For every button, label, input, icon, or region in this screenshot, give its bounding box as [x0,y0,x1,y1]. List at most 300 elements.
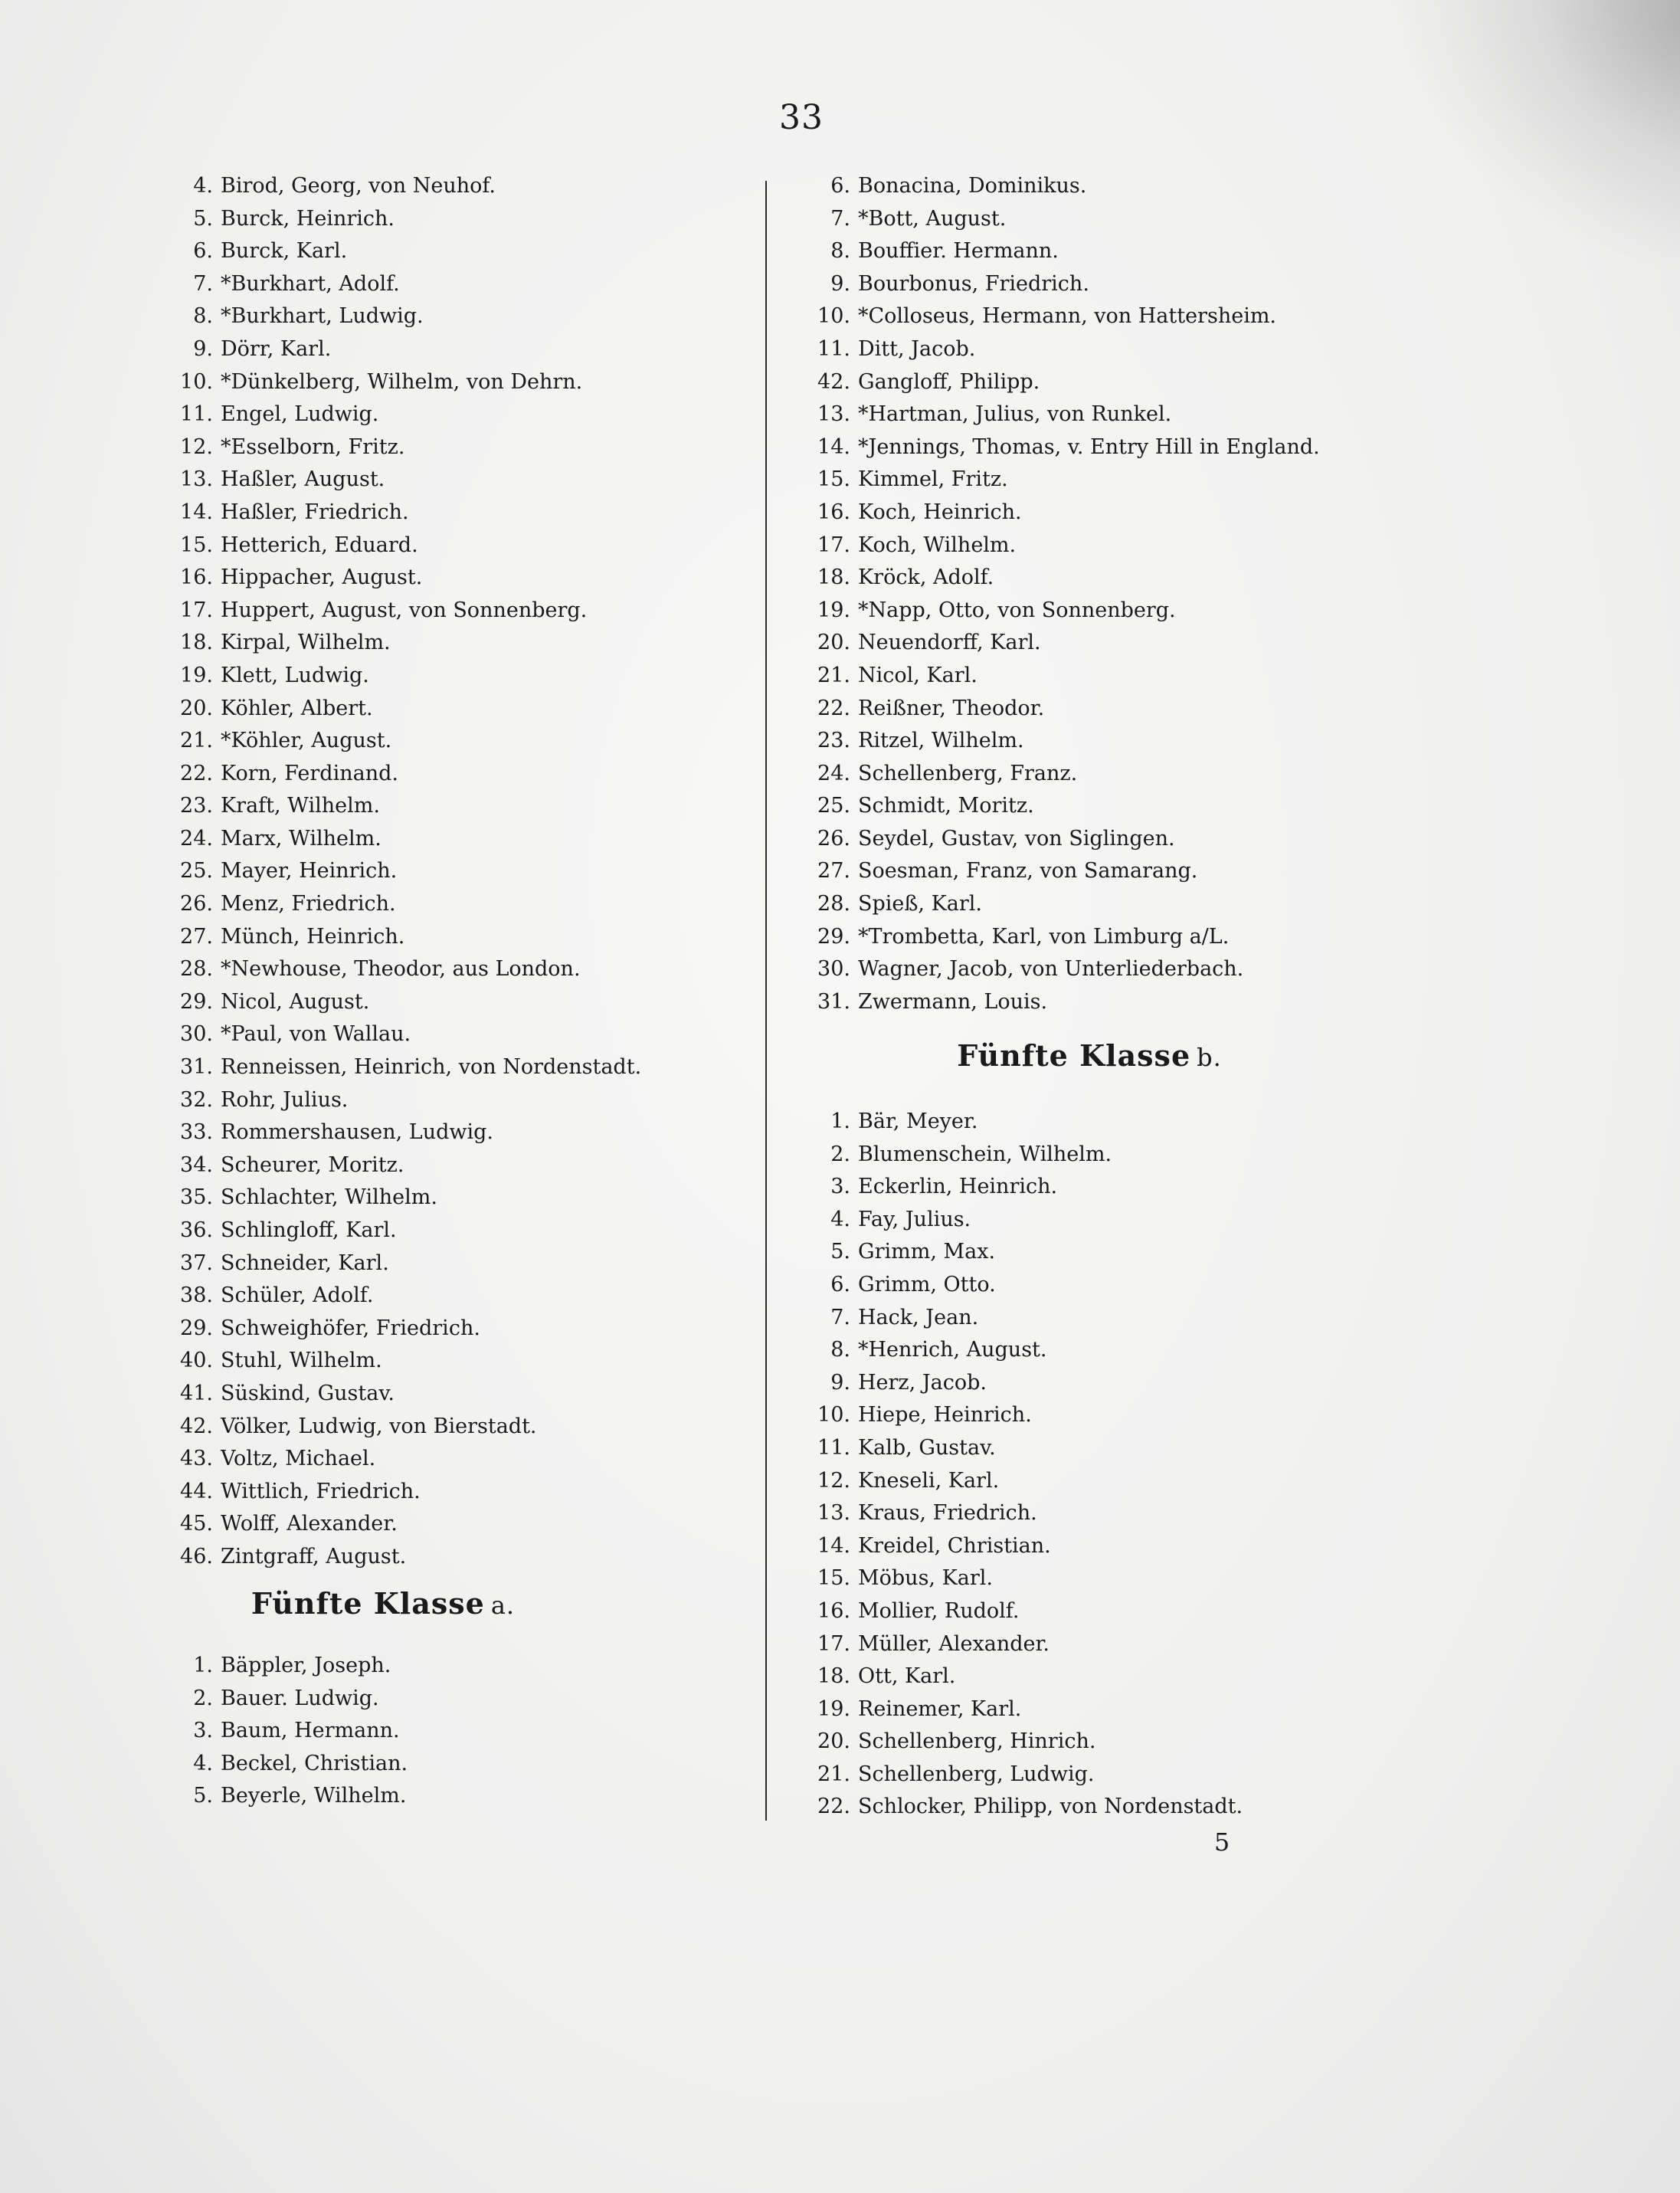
list-item-number: 30. [817,957,850,982]
list-item-number: 18. [817,565,850,590]
list-item-name: Dörr, Karl. [221,336,332,361]
list-item [783,235,1549,268]
list-item [146,823,751,856]
list-item-name: Süskind, Gustav. [221,1381,395,1405]
list-item-number: 26. [817,826,850,851]
list-item [783,562,1549,595]
list-item-name: *Burkhart, Adolf. [221,271,400,296]
list-item-name: Herz, Jacob. [858,1370,987,1395]
list-item-name: Schlachter, Wilhelm. [221,1185,437,1210]
list-item-number: 43. [180,1447,213,1471]
list-item [783,1399,1549,1432]
list-item-name: Bouffier. Hermann. [858,239,1059,264]
list-item [146,431,751,464]
list-item [783,1334,1549,1367]
list-item-name: Seydel, Gustav, von Siglingen. [858,826,1175,851]
list-item [146,1215,751,1247]
signature-mark: 5 [1213,1828,1230,1857]
list-item-number: 11. [817,336,850,361]
list-item-name: Voltz, Michael. [221,1447,376,1471]
list-item [783,1204,1549,1237]
list-item [146,1508,751,1541]
list-item [783,1660,1549,1693]
list-item-number: 4. [193,174,213,198]
list-item-number: 26. [180,892,213,916]
section-heading-5b-title: Fünfte Klasse [957,1038,1191,1073]
section-heading-5a-title: Fünfte Klasse [251,1586,485,1621]
list-item [146,953,751,986]
list-item-name: Schlocker, Philipp, von Nordenstadt. [858,1795,1243,1819]
list-item-number: 27. [817,859,850,883]
list-item [783,431,1549,464]
list-item [783,953,1549,986]
list-item-number: 14. [817,434,850,459]
list-item [146,888,751,921]
list-item-number: 10. [817,304,850,329]
list-item-name: *Bott, August. [858,206,1007,231]
list-item-number: 42. [180,1414,213,1438]
list-item-name: *Esselborn, Fritz. [221,434,405,459]
list-item-name: *Trombetta, Karl, von Limburg a/L. [858,924,1230,949]
list-item-number: 14. [817,1533,850,1558]
list-item-name: Kimmel, Fritz. [858,467,1008,492]
list-item-number: 7. [830,1305,850,1329]
list-item-name: Burck, Heinrich. [221,206,395,231]
list-item [783,595,1549,628]
list-item-number: 34. [180,1152,213,1177]
list-item-name: Grimm, Max. [858,1240,996,1264]
list-item-name: Ritzel, Wilhelm. [858,729,1024,753]
list-item-number: 15. [817,1566,850,1591]
list-item-name: Spieß, Karl. [858,892,982,916]
list-item-number: 9. [830,271,850,296]
list-item [146,1280,751,1313]
list-item-name: Rohr, Julius. [221,1087,349,1112]
list-item-name: *Napp, Otto, von Sonnenberg. [858,598,1176,622]
list-item-name: *Henrich, August. [858,1338,1047,1362]
list-item-number: 18. [180,631,213,655]
list-item [146,1541,751,1574]
list-item [783,1302,1549,1335]
list-item-name: Hetterich, Eduard. [221,533,418,557]
list-item-name: Ditt, Jacob. [858,336,976,361]
list-item-number: 8. [193,304,213,329]
list-item-name: Schmidt, Moritz. [858,794,1034,818]
list-item [783,1269,1549,1302]
list-item [783,1530,1549,1563]
list-item-number: 5. [830,1240,850,1264]
list-item-name: Schüler, Adolf. [221,1283,374,1308]
list-item [783,1693,1549,1726]
list-item-name: Bär, Meyer. [858,1110,978,1133]
list-item-number: 25. [817,794,850,818]
list-item [783,1236,1549,1269]
list-item-number: 24. [180,826,213,851]
list-item [146,627,751,660]
list-item [146,333,751,366]
list-item-number: 8. [830,1338,850,1362]
list-item-number: 3. [193,1719,213,1743]
list-item-name: Huppert, August, von Sonnenberg. [221,598,588,622]
list-item-number: 20. [180,696,213,720]
list-item-number: 35. [180,1185,213,1210]
list-item [146,203,751,236]
list-item-name: *Hartman, Julius, von Runkel. [858,402,1172,427]
list-item-name: Neuendorff, Karl. [858,631,1041,655]
list-item-name: Beyerle, Wilhelm. [221,1784,407,1808]
list-item-name: Schellenberg, Ludwig. [858,1762,1095,1786]
list-item [783,1497,1549,1530]
list-item-name: Kalb, Gustav. [858,1435,996,1460]
list-item-number: 46. [180,1544,213,1569]
list-item-number: 5. [193,206,213,231]
list-item-name: Blumenschein, Wilhelm. [858,1142,1112,1166]
list-item-name: Scheurer, Moritz. [221,1152,404,1177]
list-item-number: 23. [817,729,850,753]
list-item-number: 44. [180,1479,213,1503]
list-item [783,1628,1549,1661]
list-item-number: 6. [830,1272,850,1296]
list-item-name: Mollier, Rudolf. [858,1598,1020,1623]
list-item-number: 22. [817,1795,850,1819]
list-item-name: Kröck, Adolf. [858,565,994,590]
list-item-number: 23. [180,794,213,818]
list-item-name: Reißner, Theodor. [858,696,1045,720]
list-item-name: Möbus, Karl. [858,1566,993,1591]
list-item [783,464,1549,497]
list-item-name: Grimm, Otto. [858,1272,996,1296]
section-heading-5a [146,1586,621,1621]
list-item [783,790,1549,823]
list-item [146,1443,751,1476]
list-item [783,170,1549,203]
list-item [783,1595,1549,1628]
list-item-name: Stuhl, Wilhelm. [221,1349,382,1373]
list-item-number: 28. [817,892,850,916]
list-item-number: 7. [193,271,213,296]
list-item [783,333,1549,366]
list-item-name: *Burkhart, Ludwig. [221,304,424,329]
list-item-name: Baum, Hermann. [221,1719,400,1743]
list-item-number: 38. [180,1283,213,1308]
list-item [146,562,751,595]
list-item-number: 40. [180,1349,213,1373]
list-item-name: Marx, Wilhelm. [221,826,382,851]
list-item-number: 2. [193,1686,213,1710]
list-item-number: 4. [193,1751,213,1775]
list-item [783,1367,1549,1400]
list-item-name: Köhler, Albert. [221,696,373,720]
list-item-name: Koch, Heinrich. [858,500,1022,524]
list-item-number: 29. [180,989,213,1014]
list-item [783,398,1549,431]
list-item [783,823,1549,856]
list-item-number: 20. [817,1729,850,1754]
list-item [146,1683,751,1716]
list-item [146,1313,751,1346]
right-column-list [783,170,1549,1018]
section-heading-5a-suffix: a. [490,1591,516,1620]
list-item-number: 6. [830,174,850,198]
list-item-number: 17. [180,598,213,622]
list-item-number: 13. [817,402,850,427]
list-item [783,855,1549,888]
list-item-name: Engel, Ludwig. [221,402,379,427]
list-item [146,366,751,399]
list-item [146,725,751,758]
list-item [783,203,1549,236]
list-item-number: 19. [180,663,213,687]
section-5a-list [146,1650,751,1813]
list-item [146,1411,751,1444]
list-item-name: Hiepe, Heinrich. [858,1403,1032,1428]
list-item-name: Bonacina, Dominikus. [858,174,1087,198]
list-item-number: 18. [817,1664,850,1689]
list-item [146,1748,751,1781]
list-item [146,855,751,888]
list-item-name: Schneider, Karl. [221,1251,389,1275]
list-item-number: 42. [817,369,850,394]
list-item [146,398,751,431]
list-item-number: 16. [180,565,213,590]
page-number: 33 [779,98,824,137]
list-item [146,595,751,628]
list-item [146,660,751,693]
list-item-name: Soesman, Franz, von Samarang. [858,859,1198,883]
list-item-name: Schweighöfer, Friedrich. [221,1316,480,1340]
list-item-name: Haßler, August. [221,467,385,492]
list-item-name: Ott, Karl. [858,1664,956,1689]
list-item-number: 41. [180,1381,213,1405]
list-item-name: Fay, Julius. [858,1207,971,1231]
list-item-number: 16. [817,1598,850,1623]
list-item-number: 17. [817,1631,850,1656]
list-item [783,921,1549,954]
list-item [146,300,751,333]
list-item [146,1182,751,1215]
list-item-number: 13. [817,1501,850,1526]
list-item-number: 22. [817,696,850,720]
list-item [783,529,1549,562]
list-item [783,693,1549,726]
list-item [783,268,1549,301]
section-5b-list [783,1106,1549,1824]
list-item [783,627,1549,660]
list-item-name: Haßler, Friedrich. [221,500,409,524]
list-item-name: Müller, Alexander. [858,1631,1050,1656]
list-item [783,660,1549,693]
list-item [146,1149,751,1182]
list-item [146,1116,751,1149]
list-item-name: Rommershausen, Ludwig. [221,1120,494,1145]
list-item-number: 37. [180,1251,213,1275]
list-item [146,1084,751,1117]
list-item-number: 17. [817,533,850,557]
list-item-number: 22. [180,761,213,785]
list-item-name: *Dünkelberg, Wilhelm, von Dehrn. [221,369,583,394]
list-item-number: 1. [830,1110,850,1133]
list-item [146,529,751,562]
list-item-name: Bauer. Ludwig. [221,1686,379,1710]
list-item-number: 31. [180,1055,213,1080]
list-item [783,725,1549,758]
column-divider [765,181,767,1821]
list-item-name: Korn, Ferdinand. [221,761,398,785]
list-item [146,693,751,726]
list-item-number: 9. [830,1370,850,1395]
list-item-name: Birod, Georg, von Neuhof. [221,174,496,198]
list-item [146,1345,751,1378]
list-item-number: 21. [180,729,213,753]
list-item-name: Reinemer, Karl. [858,1696,1022,1721]
list-item-name: Nicol, August. [221,989,370,1014]
list-item-number: 2. [830,1142,850,1166]
list-item-number: 16. [817,500,850,524]
list-item-number: 12. [180,434,213,459]
list-item [146,1051,751,1084]
list-item-name: Koch, Wilhelm. [858,533,1017,557]
list-item-number: 1. [193,1654,213,1677]
list-item [146,921,751,954]
list-item-name: Kraft, Wilhelm. [221,794,380,818]
list-item-number: 3. [830,1175,850,1199]
list-item-number: 9. [193,336,213,361]
list-item [146,1378,751,1411]
list-item-number: 45. [180,1512,213,1536]
list-item [783,888,1549,921]
list-item-name: *Paul, von Wallau. [221,1022,411,1047]
list-item-name: Münch, Heinrich. [221,924,405,949]
list-item-number: 33. [180,1120,213,1145]
list-item-name: Schellenberg, Hinrich. [858,1729,1096,1754]
list-item [783,986,1549,1019]
section-heading-5b-suffix: b. [1197,1043,1222,1072]
left-column-list [146,170,751,1574]
list-item-number: 21. [817,663,850,687]
list-item [146,1780,751,1813]
list-item-name: Schellenberg, Franz. [858,761,1078,785]
list-item-name: Wittlich, Friedrich. [221,1479,421,1503]
list-item [146,986,751,1019]
list-item [146,1650,751,1683]
list-item [146,235,751,268]
list-item-name: Kirpal, Wilhelm. [221,631,391,655]
list-item [783,1465,1549,1498]
list-item-name: *Newhouse, Theodor, aus London. [221,957,581,982]
section-heading-5b [783,1038,1396,1073]
list-item [783,300,1549,333]
list-item-number: 4. [830,1207,850,1231]
list-item [783,758,1549,791]
list-item-number: 11. [180,402,213,427]
list-item [783,1791,1549,1824]
list-item-number: 14. [180,500,213,524]
list-item-name: Gangloff, Philipp. [858,369,1040,394]
list-item-number: 28. [180,957,213,982]
list-item-name: Kreidel, Christian. [858,1533,1051,1558]
list-item [783,1139,1549,1172]
list-item [146,497,751,529]
list-item-number: 32. [180,1087,213,1112]
list-item [146,1715,751,1748]
list-item-number: 8. [830,239,850,264]
list-item-number: 25. [180,859,213,883]
list-item [146,790,751,823]
list-item-name: Schlingloff, Karl. [221,1218,397,1242]
list-item-name: Hippacher, August. [221,565,423,590]
list-item-name: Hack, Jean. [858,1305,979,1329]
list-item [783,1726,1549,1759]
list-item-name: Nicol, Karl. [858,663,978,687]
list-item [146,464,751,497]
list-item-number: 15. [817,467,850,492]
list-item-name: Kraus, Friedrich. [858,1501,1037,1526]
list-item-name: Kneseli, Karl. [858,1468,1000,1493]
list-item-number: 10. [817,1403,850,1428]
list-item [146,758,751,791]
list-item [783,1106,1549,1139]
list-item [783,497,1549,529]
list-item-name: Wolff, Alexander. [221,1512,398,1536]
list-item [146,1476,751,1509]
list-item [146,1247,751,1280]
list-item-number: 7. [830,206,850,231]
list-item-number: 15. [180,533,213,557]
list-item-number: 12. [817,1468,850,1493]
list-item-name: Mayer, Heinrich. [221,859,398,883]
list-item [146,268,751,301]
list-item-name: Renneissen, Heinrich, von Nordenstadt. [221,1055,642,1080]
list-item [783,1171,1549,1204]
list-item [146,1018,751,1051]
list-item [783,1562,1549,1595]
list-item-number: 10. [180,369,213,394]
list-item-number: 20. [817,631,850,655]
list-item-number: 29. [180,1316,213,1340]
list-item-name: *Köhler, August. [221,729,392,753]
list-item-name: Bourbonus, Friedrich. [858,271,1089,296]
list-item-number: 21. [817,1762,850,1786]
list-item-name: Beckel, Christian. [221,1751,408,1775]
list-item-name: *Jennings, Thomas, v. Entry Hill in England. [858,434,1320,459]
list-item-number: 30. [180,1022,213,1047]
list-item-name: Bäppler, Joseph. [221,1654,391,1677]
list-item-name: Zintgraff, August. [221,1544,407,1569]
list-item-number: 13. [180,467,213,492]
list-item-number: 19. [817,1696,850,1721]
list-item [783,1759,1549,1791]
list-item-number: 5. [193,1784,213,1808]
list-item-name: Menz, Friedrich. [221,892,396,916]
list-item-number: 24. [817,761,850,785]
list-item-number: 11. [817,1435,850,1460]
list-item [146,170,751,203]
list-item-name: Klett, Ludwig. [221,663,369,687]
list-item-name: *Colloseus, Hermann, von Hattersheim. [858,304,1277,329]
list-item-number: 36. [180,1218,213,1242]
list-item-name: Völker, Ludwig, von Bierstadt. [221,1414,537,1438]
list-item [783,1432,1549,1465]
list-item-number: 29. [817,924,850,949]
list-item-name: Burck, Karl. [221,239,348,264]
list-item-name: Eckerlin, Heinrich. [858,1175,1058,1199]
list-item-number: 31. [817,989,850,1014]
list-item-number: 27. [180,924,213,949]
list-item [783,366,1549,399]
list-item-name: Wagner, Jacob, von Unterliederbach. [858,957,1244,982]
list-item-number: 19. [817,598,850,622]
list-item-number: 6. [193,239,213,264]
